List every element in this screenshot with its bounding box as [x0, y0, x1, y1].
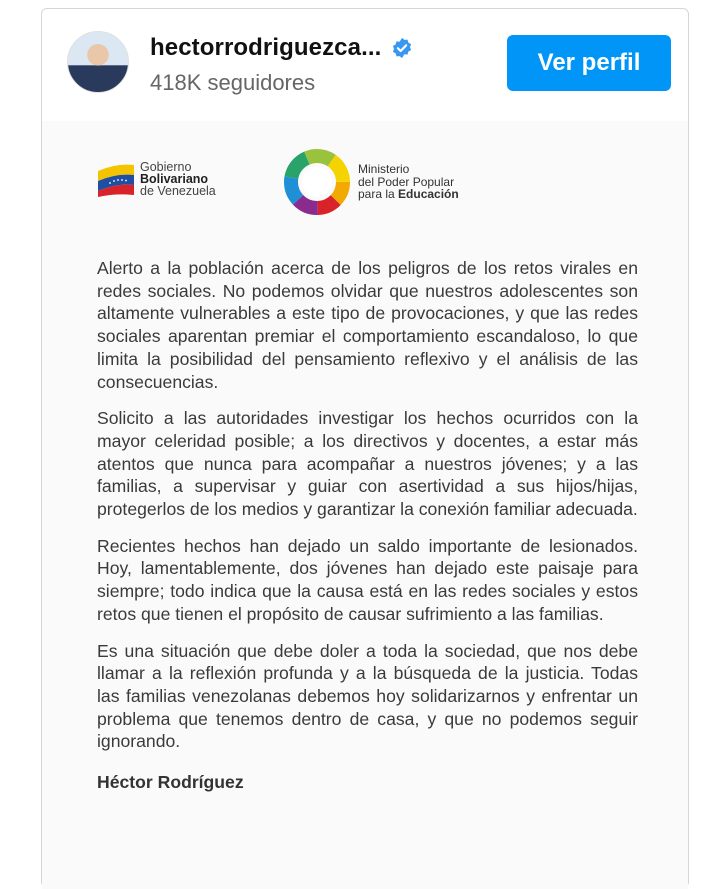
gobierno-line2: Bolivariano [140, 172, 209, 186]
letter-paragraph: Alerto a la población acerca de los peligros de los retos virales en redes sociales. No podemos olvidar que nuestros adolescentes son altamente vulnerables a este tipo de provocaciones, y que las redes sociales aparentan premiar el comportamiento escandaloso, lo que limita la posibilidad del pensamiento reflexivo y el análisis de las consecuencias. [97, 258, 638, 392]
letterhead-logos [96, 147, 496, 227]
letter-paragraph: Recientes hechos han dejado un saldo importante de lesionados. Hoy, lamentablemente, dos jóvenes han dejado este paisaje para siempre; todo indica que la causa está en las redes sociales y estos retos que tienen el propósito de causar sufrimiento a las familias. [97, 535, 638, 624]
profile-username[interactable]: hectorrodriguezca... [150, 34, 382, 61]
profile-avatar[interactable] [67, 31, 129, 93]
letter-signature: Héctor Rodríguez [97, 772, 244, 793]
verified-badge-icon [391, 37, 413, 59]
ministerio-educacion-logo [282, 147, 459, 217]
post-image[interactable] [42, 121, 688, 889]
gobierno-bolivariano-logo [96, 161, 216, 197]
ministerio-line3: para la Educación [358, 187, 459, 202]
statement-letter [97, 257, 638, 808]
venezuela-flag-icon [96, 161, 136, 197]
username-row [150, 34, 413, 62]
ministerio-ring-icon [282, 147, 352, 217]
ministerio-line1: Ministerio [358, 162, 410, 177]
instagram-embed-card [41, 8, 689, 888]
ministerio-line2: del Poder Popular [358, 174, 455, 189]
profile-header [42, 9, 688, 119]
view-profile-button[interactable]: Ver perfil [507, 35, 671, 91]
letter-paragraph: Es una situación que debe doler a toda la sociedad, que nos debe llamar a la reflexión profunda y a la búsqueda de la justicia. Todas las familias venezolanas debemos hoy solidarizarnos y enfrentar un problema que tenemos dentro de casa, y que no podemos seguir ignorando. [97, 640, 638, 752]
letter-paragraph: Solicito a las autoridades investigar los hechos ocurridos con la mayor celeridad posible; a los directivos y docentes, a estar más atentos que nunca para acompañar a nuestros jóvenes; y a las familias, a supervisar y guiar con asertividad a sus hijos/hijas, protegerlos de los medios y garantizar la conexión familiar adecuada. [97, 408, 638, 520]
follower-count: 418K seguidores [150, 70, 316, 95]
gobierno-line3: de Venezuela [140, 184, 216, 198]
gobierno-line1: Gobierno [140, 160, 192, 174]
